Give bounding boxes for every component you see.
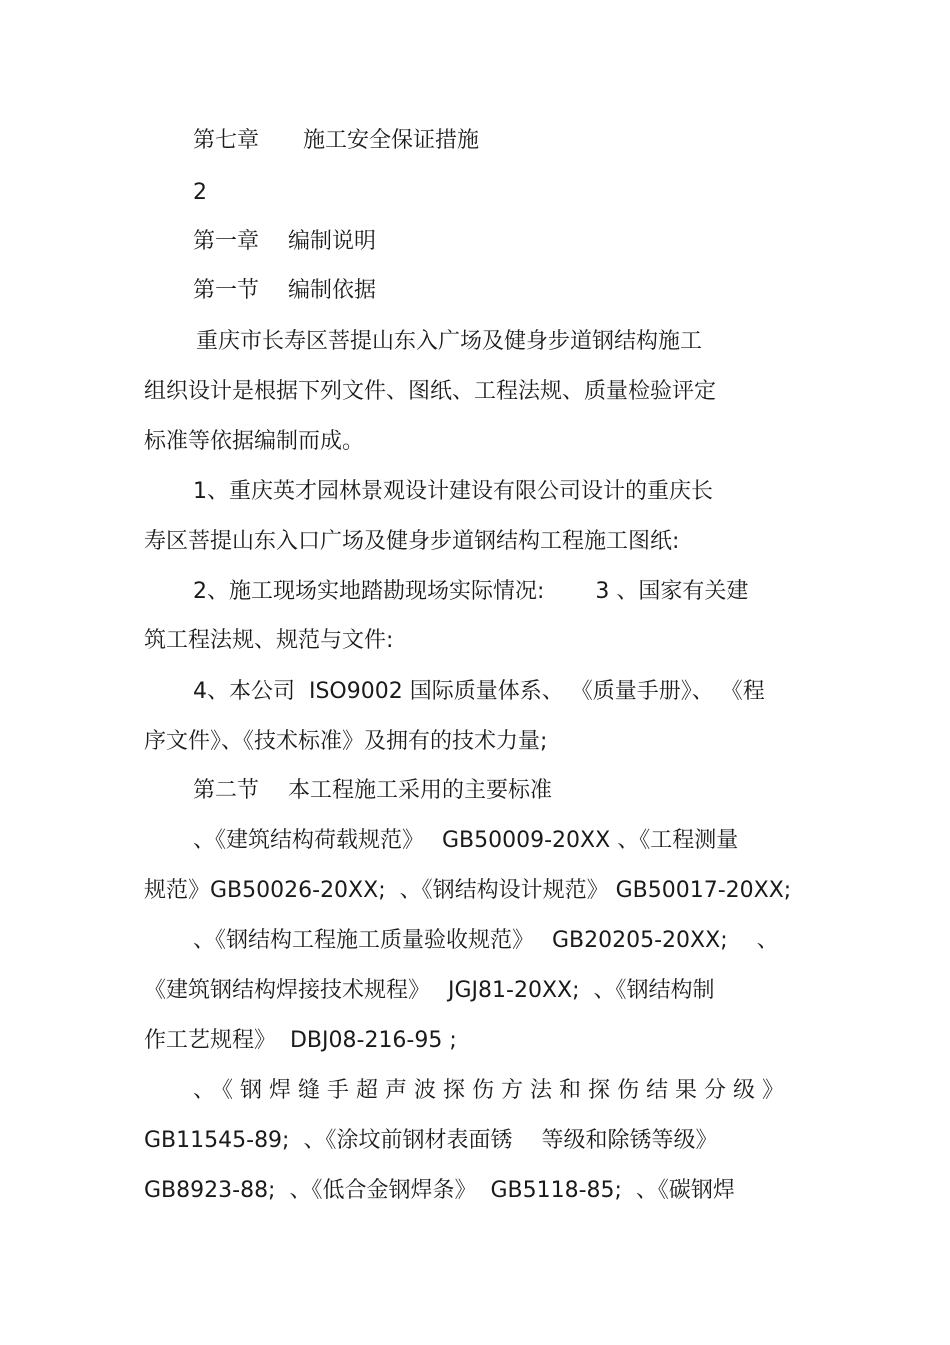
list-item-line: 寿区菩提山东入口广场及健身步道钢结构工程施工图纸: <box>144 529 680 554</box>
standards-line: GB8923-88; 、《低合金钢焊条》 GB5118-85; 、《碳钢焊 <box>144 1178 735 1203</box>
list-item-line: 序文件》、《技术标准》及拥有的技术力量; <box>144 729 548 754</box>
paragraph-line: 标准等依据编制而成。 <box>144 429 365 454</box>
standards-line: 规范》GB50026-20XX; 、《钢结构设计规范》 GB50017-20XX; <box>144 878 792 903</box>
standards-line: GB11545-89; 、《涂坟前钢材表面锈 等级和除锈等级》 <box>144 1128 718 1153</box>
heading-section-2: 第二节 本工程施工采用的主要标准 <box>193 778 552 803</box>
standards-line: 、《建筑结构荷载规范》 GB50009-20XX 、《工程测量 <box>193 828 739 853</box>
standards-line: 、《钢焊缝手超声波探伤方法和探伤结果分级》 <box>193 1078 792 1103</box>
paragraph-line: 重庆市长寿区菩提山东入广场及健身步道钢结构施工 <box>196 329 703 354</box>
standards-line: 、《钢结构工程施工质量验收规范》 GB20205-20XX; 、 <box>193 928 779 953</box>
standards-line: 《建筑钢结构焊接技术规程》 JGJ81-20XX; 、《钢结构制 <box>144 978 715 1003</box>
standards-line: 作工艺规程》 DBJ08-216-95 ; <box>144 1028 457 1053</box>
heading-chapter-7: 第七章 施工安全保证措施 <box>193 128 480 153</box>
list-item-line: 2、施工现场实地踏勘现场实际情况: 3 、国家有关建 <box>193 579 749 604</box>
paragraph-line: 组织设计是根据下列文件、图纸、工程法规、质量检验评定 <box>144 379 717 404</box>
list-item-line: 4、本公司 ISO9002 国际质量体系、 《质量手册》、 《程 <box>193 679 765 704</box>
heading-chapter-1: 第一章 编制说明 <box>193 229 376 254</box>
list-item-line: 筑工程法规、规范与文件: <box>144 628 394 653</box>
page-number: 2 <box>193 180 207 205</box>
heading-section-1: 第一节 编制依据 <box>193 278 376 303</box>
list-item-line: 1、重庆英才园林景观设计建设有限公司设计的重庆长 <box>193 479 713 504</box>
